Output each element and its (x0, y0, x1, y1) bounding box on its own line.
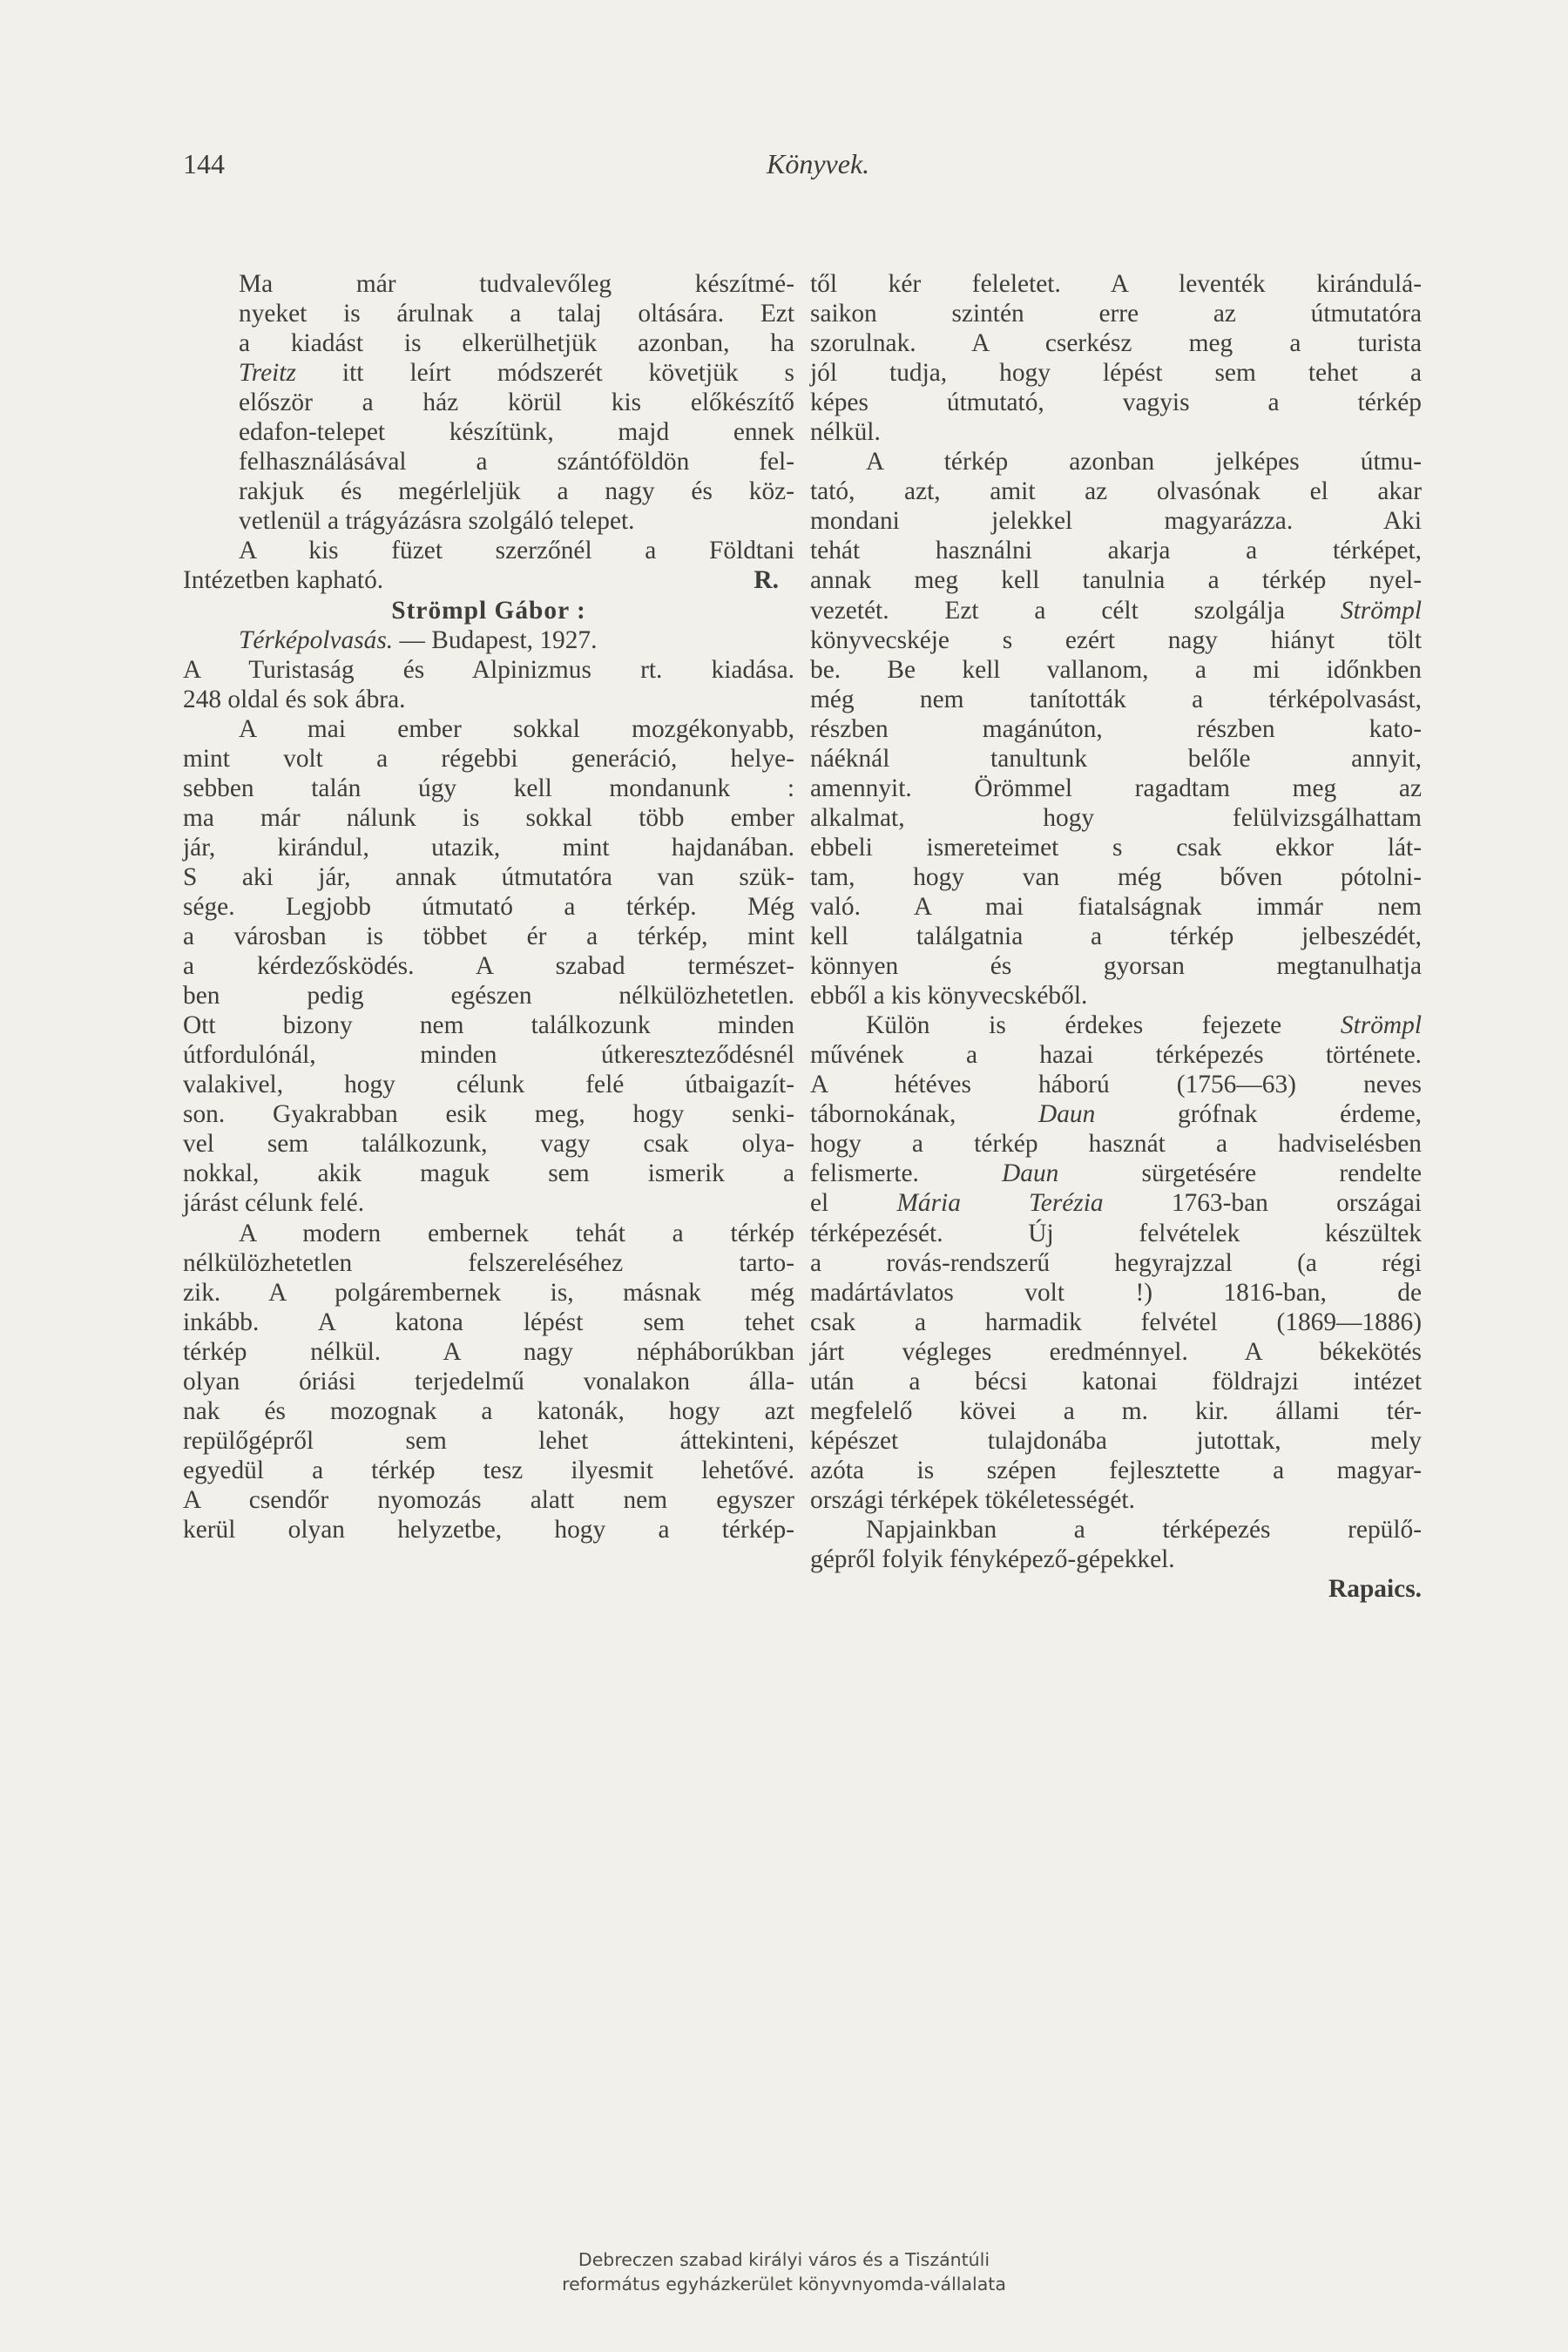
reviewer-initial: R. (754, 566, 779, 595)
text-line: még nem tanították a térképolvasást, (810, 685, 1422, 713)
text-line: gépről folyik fényképező-gépekkel. (810, 1545, 1175, 1574)
text-line: tató, azt, amit az olvasónak el akar (810, 477, 1422, 506)
text-line: A hétéves háború (1756—63) neves (810, 1071, 1422, 1099)
text-line-maria-terezia: el Mária Terézia 1763-ban országai (810, 1189, 1422, 1218)
text-line: son. Gyakrabban esik meg, hogy senki- (183, 1100, 794, 1129)
text-line: a rovás-rendszerű hegyrajzzal (a régi (810, 1248, 1422, 1277)
text-line: művének a hazai térképezés története. (810, 1041, 1422, 1070)
text-line-daun: tábornokának, Daun grófnak érdeme, (810, 1100, 1422, 1129)
text-line: kerül olyan helyzetbe, hogy a térkép- (183, 1515, 794, 1544)
text-line: A kis füzet szerzőnél a Földtani (239, 537, 794, 565)
text-line (183, 625, 794, 655)
text-line: nélkül. (810, 418, 881, 447)
text-line-daun: felismerte. Daun sürgetésére rendelte (810, 1159, 1422, 1188)
text-line: ebből a kis könyvecskéből. (810, 982, 1088, 1010)
text-line: megfelelő kövei a m. kir. állami tér- (810, 1396, 1422, 1425)
text-line: után a bécsi katonai földrajzi intézet (810, 1367, 1422, 1396)
text-line: nak és mozognak a katonák, hogy azt (183, 1396, 794, 1425)
paragraph (183, 1219, 794, 1545)
text-fragment: Intézetben kapható. (183, 566, 384, 595)
text-line: amennyit. Örömmel ragadtam meg az (810, 774, 1422, 802)
text-line: járt végleges eredménnyel. A békekötés (810, 1337, 1422, 1366)
text-line: jár, kirándul, utazik, mint hajdanában. (183, 833, 794, 862)
text-line: A térkép azonban jelképes útmu- (866, 448, 1422, 476)
imprint-line: református egyházkerület könyvnyomda-vállalata (562, 2274, 1006, 2295)
text-line: annak meg kell tanulnia a térkép nyel- (810, 566, 1422, 595)
italic-name: Mária Terézia (896, 1189, 1104, 1218)
text-line: ebbeli ismereteimet s csak ekkor lát- (810, 833, 1422, 862)
page-number: 144 (183, 148, 225, 179)
text-line: be. Be kell vallanom, a mi időnkben (810, 655, 1422, 684)
text-line: S aki jár, annak útmutatóra van szük- (183, 862, 794, 891)
text-line: A mai ember sokkal mozgékonyabb, (239, 714, 794, 743)
text-line: A Turistaság és Alpinizmus rt. kiadása. (183, 655, 794, 684)
signature: Rapaics. (1328, 1575, 1422, 1604)
paragraph (810, 269, 1422, 447)
text-line: könyvecskéje s ezért nagy hiányt tölt (810, 625, 1422, 654)
text-line: a kiadást is elkerülhetjük azonban, ha (239, 329, 794, 358)
text-line: tehát használni akarja a térképet, (810, 537, 1422, 565)
review-heading: Strömpl Gábor : (391, 596, 586, 625)
text-line: Napjainkban a térképezés repülő- (866, 1515, 1422, 1544)
text-line: országi térképek tökéletességét. (810, 1485, 1135, 1514)
text-line: képészet tulajdonába jutottak, mely (810, 1426, 1422, 1455)
text-line: repülőgépről sem lehet áttekinteni, (183, 1426, 794, 1455)
text-line: járást célunk felé. (183, 1189, 365, 1218)
text-line: egyedül a térkép tesz ilyesmit lehetővé. (183, 1456, 794, 1484)
text-line: felhasználásával a szántóföldön fel- (239, 448, 794, 476)
text-line: rakjuk és megérleljük a nagy és köz- (239, 477, 794, 506)
text-line-treitz: Treitz itt leírt módszerét követjük s (239, 359, 794, 388)
paragraph (810, 1010, 1422, 1515)
text-line: inkább. A katona lépést sem tehet (183, 1308, 794, 1336)
text-line: sebben talán úgy kell mondanunk : (183, 774, 794, 802)
text-line: útfordulónál, minden útkereszteződésnél (183, 1041, 794, 1070)
text-line: azóta is szépen fejlesztette a magyar- (810, 1456, 1422, 1484)
text-line: Ott bizony nem találkozunk minden (183, 1011, 794, 1040)
italic-name: Daun (1038, 1100, 1096, 1129)
printer-imprint (0, 2247, 1568, 2296)
paragraph (183, 269, 794, 536)
text-line: A modern embernek tehát a térkép (239, 1219, 794, 1247)
text-line: sége. Legjobb útmutató a térkép. Még (183, 892, 794, 921)
text-line: alkalmat, hogy felülvizsgálhattam (810, 803, 1422, 832)
text-line (183, 565, 794, 595)
text-line: náéknál tanultunk belőle annyit, (810, 744, 1422, 773)
text-line: térkép nélkül. A nagy népháborúkban (183, 1337, 794, 1366)
text-line: valakivel, hogy célunk felé útbaigazít- (183, 1071, 794, 1099)
text-line: nokkal, akik maguk sem ismerik a (183, 1159, 794, 1188)
text-line: ben pedig egészen nélkülözhetetlen. (183, 982, 794, 1010)
text-line-strompl: vezetét. Ezt a célt szolgálja Strömpl (810, 596, 1422, 625)
text-fragment: — Budapest, 1927. (399, 625, 598, 654)
paragraph (810, 447, 1422, 1010)
text-line: zik. A polgárembernek is, másnak még (183, 1278, 794, 1307)
text-line: Ma már tudvalevőleg készítmé- (239, 270, 794, 298)
text-line: csak a harmadik felvétel (1869—1886) (810, 1308, 1422, 1336)
text-line: olyan óriási terjedelmű vonalakon álla- (183, 1367, 794, 1396)
text-line: tam, hogy van még bőven pótolni- (810, 862, 1422, 891)
text-line-strompl: Külön is érdekes fejezete Strömpl (866, 1011, 1422, 1040)
imprint-line: Debreczen szabad királyi város és a Tiszántúli (578, 2249, 990, 2270)
text-line: től kér feleletet. A leventék kirándulá- (810, 270, 1422, 298)
paragraph (183, 536, 794, 595)
text-line: a kérdezősködés. A szabad természet- (183, 952, 794, 981)
book-title: Térképolvasás. (239, 625, 394, 654)
text-line: szorulnak. A cserkész meg a turista (810, 329, 1422, 358)
paragraph (183, 714, 794, 1219)
book-info (183, 625, 794, 714)
text-line: saikon szintén erre az útmutatóra (810, 300, 1422, 328)
right-column (810, 269, 1422, 1604)
text-line: jól tudja, hogy lépést sem tehet a (810, 359, 1422, 388)
running-title: Könyvek. (767, 148, 870, 179)
italic-name: Strömpl (1340, 596, 1422, 625)
text-line: mint volt a régebbi generáció, helye- (183, 744, 794, 773)
text-line: madártávlatos volt !) 1816-ban, de (810, 1278, 1422, 1307)
left-column (183, 269, 794, 1544)
paragraph (810, 1515, 1422, 1574)
text-line: hogy a térkép hasznát a hadviselésben (810, 1130, 1422, 1159)
text-line: kell találgatnia a térkép jelbeszédét, (810, 923, 1422, 951)
text-line: a városban is többet ér a térkép, mint (183, 923, 794, 951)
text-line: képes útmutató, vagyis a térkép (810, 389, 1422, 417)
text-line: könnyen és gyorsan megtanulhatja (810, 952, 1422, 981)
text-line: ma már nálunk is sokkal több ember (183, 803, 794, 832)
italic-name: Strömpl (1340, 1011, 1422, 1040)
text-line: való. A mai fiatalságnak immár nem (810, 892, 1422, 921)
text-line: részben magánúton, részben kato- (810, 714, 1422, 743)
italic-name: Daun (1002, 1159, 1059, 1188)
text-line: nyeket is árulnak a talaj oltására. Ezt (239, 300, 794, 328)
italic-name: Treitz (239, 359, 296, 388)
text-line: nélkülözhetetlen felszereléséhez tarto- (183, 1248, 794, 1277)
text-line: térképezését. Új felvételek készültek (810, 1219, 1422, 1247)
text-line: először a ház körül kis előkészítő (239, 389, 794, 417)
text-line: vetlenül a trágyázásra szolgáló telepet. (239, 507, 635, 536)
text-line: A csendőr nyomozás alatt nem egyszer (183, 1485, 794, 1514)
text-line: edafon-telepet készítünk, majd ennek (239, 418, 794, 447)
text-line: mondani jelekkel magyarázza. Aki (810, 507, 1422, 536)
text-line: vel sem találkozunk, vagy csak olya- (183, 1130, 794, 1159)
text-line: 248 oldal és sok ábra. (183, 685, 406, 713)
